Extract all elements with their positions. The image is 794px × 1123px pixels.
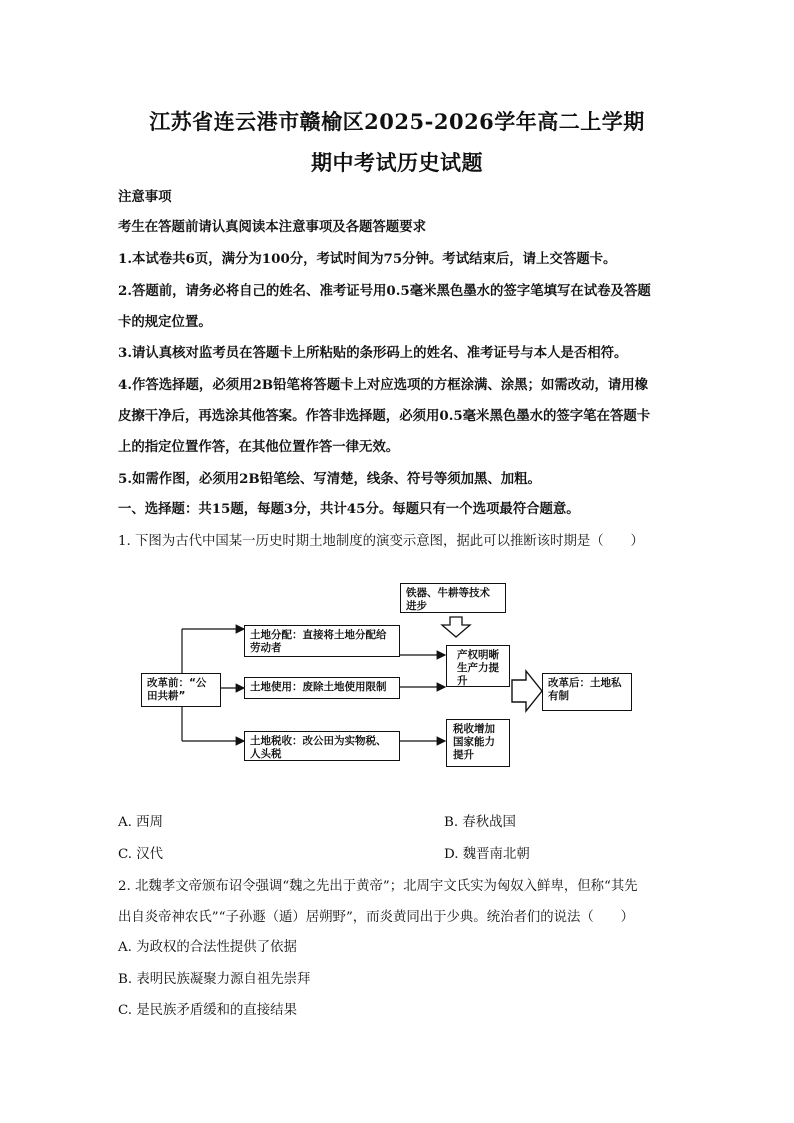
notice-item: 2.答题前，请务必将自己的姓名、准考证号用0.5毫米黑色墨水的签字笔填写在试卷及答题: [118, 283, 651, 299]
q1-option-c: C. 汉代: [118, 847, 164, 862]
notice-item: 卡的规定位置。: [118, 314, 212, 330]
q2-option-b: B. 表明民族凝聚力源自祖先崇拜: [118, 972, 311, 987]
notice-item: 上的指定位置作答，在其他位置作答一律无效。: [118, 439, 400, 455]
land-system-diagram: [138, 583, 658, 773]
box-land-use: 土地使用：废除土地使用限制: [244, 677, 400, 699]
notice-item: 5.如需作图，必须用2B铅笔绘、写清楚，线条、符号等须加黑、加粗。: [118, 471, 541, 487]
box-land-allocation: 土地分配：直接将土地分配给劳动者: [244, 625, 400, 657]
box-after-reform: 改革后：土地私有制: [542, 673, 632, 711]
box-property-rights: 产权明晰生产力提升: [446, 645, 510, 687]
hollow-down-arrow: [442, 617, 470, 637]
notice-item: 3.请认真核对监考员在答题卡上所粘贴的条形码上的姓名、准考证号与本人是否相符。: [118, 345, 628, 361]
q1-option-b: B. 春秋战国: [444, 815, 516, 830]
box-tax-revenue: 税收增加国家能力提升: [446, 719, 510, 767]
question-1-stem: 1. 下图为古代中国某一历史时期土地制度的演变示意图，据此可以推断该时期是（ ）: [118, 534, 644, 549]
notice-item: 1.本试卷共6页，满分为100分，考试时间为75分钟。考试结束后，请上交答题卡。: [118, 251, 617, 267]
section1-heading: 一、选择题：共15题，每题3分，共计45分。每题只有一个选项最符合题意。: [118, 501, 580, 517]
hollow-right-arrow: [512, 671, 542, 711]
box-land-tax: 土地税收：改公田为实物税、人头税: [244, 731, 400, 761]
notice-item: 皮擦干净后，再选涂其他答案。作答非选择题，必须用0.5毫米黑色墨水的签字笔在答题卡: [118, 408, 651, 424]
q2-option-a: A. 为政权的合法性提供了依据: [118, 940, 297, 955]
notice-intro: 考生在答题前请认真阅读本注意事项及各题答题要求: [118, 219, 426, 235]
q1-option-d: D. 魏晋南北朝: [444, 847, 530, 862]
question-2-stem-line2: 出自炎帝神农氏”“子孙遯（遁）居朔野”，而炎黄同出于少典。统治者们的说法（ ）: [118, 910, 634, 925]
exam-title-line2: 期中考试历史试题: [311, 150, 483, 175]
exam-title-line1: 江苏省连云港市赣榆区2025-2026学年高二上学期: [149, 109, 645, 134]
notice-item: 4.作答选择题，必须用2B铅笔将答题卡上对应选项的方框涂满、涂黑；如需改动，请用橡: [118, 377, 649, 393]
notice-heading: 注意事项: [118, 189, 172, 205]
q2-option-c: C. 是民族矛盾缓和的直接结果: [118, 1003, 297, 1018]
box-before-reform: 改革前：“公田共耕”: [141, 673, 221, 707]
question-2-stem-line1: 2. 北魏孝文帝颁布诏令强调“魏之先出于黄帝”；北周宇文氏实为匈奴入鲜卑，但称“其先: [118, 879, 638, 894]
box-tech-progress: 铁器、牛耕等技术进步: [400, 583, 506, 613]
q1-option-a: A. 西周: [118, 815, 163, 830]
